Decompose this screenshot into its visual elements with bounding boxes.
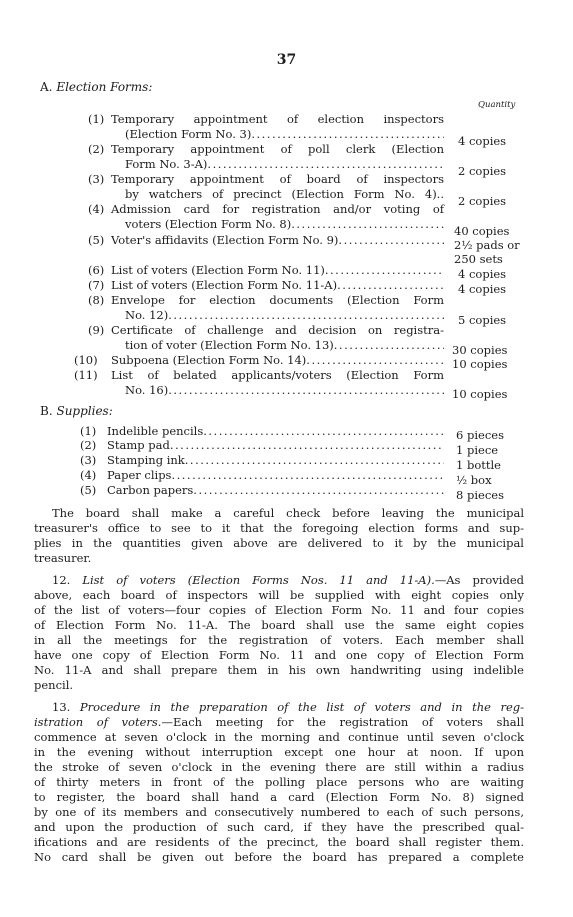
item-a8-number: (8) xyxy=(88,293,105,307)
item-a9-number: (9) xyxy=(88,323,105,337)
section-a-letter: A. xyxy=(40,80,53,94)
para12-line-3: of the list of voters—four copies of Election Form No. 11 and four copies xyxy=(34,603,524,617)
board-paragraph-line-1: The board shall make a careful check before leaving the municipal xyxy=(52,506,524,520)
supply-5-quantity: 8 pieces xyxy=(456,488,504,502)
item-a10-number: (10) xyxy=(74,353,98,367)
section-b-letter: B. xyxy=(40,404,53,418)
supply-2-quantity: 1 piece xyxy=(456,443,499,457)
item-a4-number: (4) xyxy=(88,202,105,216)
item-a3-line-1: Temporary appointment of board of inspectors xyxy=(111,172,444,186)
item-a1-quantity: 4 copies xyxy=(458,134,507,148)
item-a3-quantity: 2 copies xyxy=(458,194,507,208)
item-a7-line-1: List of voters (Election Form No. 11-A) ..... xyxy=(111,278,444,293)
item-a4-line-1: Admission card for registration and/or voting of xyxy=(111,202,444,216)
item-a4-quantity: 40 copies xyxy=(454,224,510,238)
para13-line-2-rest: —Each meeting for the registration of voters shall xyxy=(161,715,525,729)
para13-line-2 xyxy=(34,715,524,730)
item-a2-number: (2) xyxy=(88,142,105,156)
quantity-header: Quantity xyxy=(478,100,516,110)
item-a9-quantity: 30 copies xyxy=(452,343,508,357)
supply-3-label: Stamping ink ..... xyxy=(107,453,444,468)
para13-first-line xyxy=(52,700,524,715)
para13-line-3: commence at seven o'clock in the morning and continue until seven o'clock xyxy=(34,730,524,744)
item-a6-number: (6) xyxy=(88,263,105,277)
supply-1-label: Indelible pencils ..... xyxy=(107,424,444,439)
para13-line-9: and upon the production of such card, if they have the prescribed qual- xyxy=(34,820,524,834)
item-a1-line-2: (Election Form No. 3) ..... xyxy=(125,127,444,142)
para12-line-7: No. 11-A and shall prepare them in his own handwriting using indelible xyxy=(34,663,524,677)
item-a10-quantity: 10 copies xyxy=(452,357,508,371)
para12-line-5: in all the meetings for the registration of voters. Each member shall xyxy=(34,633,524,647)
supply-2-number: (2) xyxy=(80,438,97,452)
para12-line-8: pencil. xyxy=(34,678,74,692)
item-a9-line-1: Certificate of challenge and decision on registra- xyxy=(111,323,444,337)
para12-number: 12. xyxy=(52,573,71,587)
para13-line-5: the stroke of seven o'clock in the evening there are still within a radius xyxy=(34,760,524,774)
para12-line-6: have one copy of Election Form No. 11 and one copy of Election Form xyxy=(34,648,524,662)
item-a11-number: (11) xyxy=(74,368,98,382)
item-a11-line-1: List of belated applicants/voters (Election Form xyxy=(111,368,444,382)
item-a5-line-1: Voter's affidavits (Election Form No. 9) ..... xyxy=(111,233,444,248)
para13-line-11: No card shall be given out before the board has prepared a complete xyxy=(34,850,524,864)
item-a4-line-2: voters (Election Form No. 8) ..... xyxy=(125,217,444,232)
supply-5-label: Carbon papers ..... xyxy=(107,483,444,498)
item-a10-line-1: Subpoena (Election Form No. 14) ..... xyxy=(111,353,444,368)
para13-heading-line-1: Procedure in the preparation of the list of voters and in the reg- xyxy=(79,700,524,714)
item-a11-line-2: No. 16) ..... xyxy=(125,383,444,398)
section-b-heading xyxy=(40,404,113,418)
supply-1-quantity: 6 pieces xyxy=(456,428,504,442)
para12-line-2: above, each board of inspectors will be supplied with eight copies only xyxy=(34,588,524,602)
item-a2-line-1: Temporary appointment of poll clerk (Election xyxy=(111,142,444,156)
para13-line-10: ifications and are residents of the precinct, the board shall register them. xyxy=(34,835,524,849)
supply-1-number: (1) xyxy=(80,424,97,438)
para13-line-4: in the evening without interruption except one hour at noon. If upon xyxy=(34,745,524,759)
board-paragraph-line-3: plies in the quantities given above are delivered to it by the municipal xyxy=(34,536,524,550)
item-a6-line-1: List of voters (Election Form No. 11) ..... xyxy=(111,263,444,278)
item-a5-quantity-line-2: 250 sets xyxy=(454,252,503,266)
para12-first-line-rest: —As provided xyxy=(434,573,524,587)
para12-line-4: of Election Form No. 11-A. The board shall use the same eight copies xyxy=(34,618,524,632)
page-number: 37 xyxy=(276,52,297,68)
supply-3-quantity: 1 bottle xyxy=(456,458,501,472)
item-a6-quantity: 4 copies xyxy=(458,267,507,281)
item-a8-line-2: No. 12) ..... xyxy=(125,308,444,323)
para12-heading: List of voters (Election Forms Nos. 11 and 11-A). xyxy=(82,573,435,587)
item-a8-line-1: Envelope for election documents (Election Form xyxy=(111,293,444,307)
supply-4-label: Paper clips ..... xyxy=(107,468,444,483)
supply-4-number: (4) xyxy=(80,468,97,482)
para13-line-6: of thirty meters in front of the polling place persons who are waiting xyxy=(34,775,524,789)
supply-5-number: (5) xyxy=(80,483,97,497)
board-paragraph-line-2: treasurer's office to see to it that the foregoing election forms and sup- xyxy=(34,521,524,535)
para13-heading-line-2: istration of voters. xyxy=(34,715,162,729)
item-a5-number: (5) xyxy=(88,233,105,247)
item-a3-number: (3) xyxy=(88,172,105,186)
supply-3-number: (3) xyxy=(80,453,97,467)
item-a2-quantity: 2 copies xyxy=(458,164,507,178)
para13-line-8: by one of its members and consecutively numbered to each of such persons, xyxy=(34,805,524,819)
section-a-title: Election Forms: xyxy=(56,80,153,94)
section-a-heading xyxy=(40,80,152,94)
item-a1-number: (1) xyxy=(88,112,105,126)
item-a8-quantity: 5 copies xyxy=(458,313,507,327)
para13-number: 13. xyxy=(52,700,71,714)
supply-2-label: Stamp pad ..... xyxy=(107,438,444,453)
item-a2-line-2: Form No. 3-A) ..... xyxy=(125,157,444,172)
section-b-title: Supplies: xyxy=(56,404,113,418)
item-a7-quantity: 4 copies xyxy=(458,282,507,296)
board-paragraph-line-4: treasurer. xyxy=(34,551,92,565)
item-a7-number: (7) xyxy=(88,278,105,292)
item-a9-line-2: tion of voter (Election Form No. 13) ..... xyxy=(125,338,444,353)
para12-first-line xyxy=(52,573,524,588)
item-a11-quantity: 10 copies xyxy=(452,387,508,401)
item-a1-line-1: Temporary appointment of election inspectors xyxy=(111,112,444,126)
item-a5-quantity-line-1: 2½ pads or xyxy=(454,238,520,252)
para13-line-7: to register, the board shall hand a card (Election Form No. 8) signed xyxy=(34,790,524,804)
item-a3-line-2: by watchers of precinct (Election Form No. 4).. xyxy=(125,187,444,201)
supply-4-quantity: ½ box xyxy=(456,473,492,487)
